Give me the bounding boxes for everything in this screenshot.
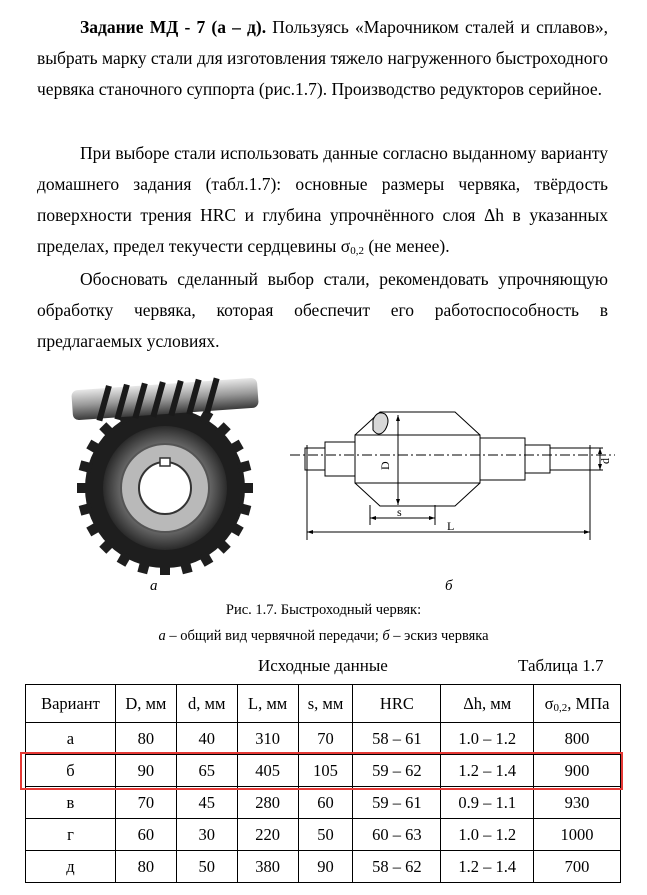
dim-label-d: d: [598, 458, 612, 464]
table-cell: д: [26, 851, 116, 883]
worm-wheel: [77, 400, 253, 575]
table-cell: б: [26, 755, 116, 787]
worm-sketch: [285, 390, 620, 550]
table-cell: 1.2 – 1.4: [441, 755, 534, 787]
table-cell: в: [26, 787, 116, 819]
header-cell: Δh, мм: [441, 685, 534, 723]
table-cell: 70: [115, 787, 176, 819]
table-cell: 80: [115, 723, 176, 755]
header-cell: s, мм: [298, 685, 353, 723]
caption-text-b: – эскиз червяка: [389, 628, 489, 644]
task-paragraph-1: [37, 12, 608, 105]
table-row: [26, 787, 621, 819]
table-cell: 105: [298, 755, 353, 787]
table-number: Таблица 1.7: [518, 656, 604, 675]
table-cell: 0.9 – 1.1: [441, 787, 534, 819]
task-label: Задание МД - 7 (а – д).: [80, 17, 267, 37]
figure-label-b: б: [445, 578, 453, 594]
table-cell: 1000: [534, 819, 621, 851]
caption-letter-b: б: [382, 628, 390, 644]
header-cell: D, мм: [115, 685, 176, 723]
table-cell: 45: [176, 787, 237, 819]
table-cell: 900: [534, 755, 621, 787]
table-cell: 220: [237, 819, 298, 851]
table-cell: 380: [237, 851, 298, 883]
table-row: [26, 723, 621, 755]
dim-label-s: s: [397, 505, 402, 519]
table-row: [26, 819, 621, 851]
task-paragraph-3: Обосновать сделанный выбор стали, рекомендовать упрочняющую обработку червяка, которая обеспечит его работоспособность в предлагаемых условиях.: [37, 269, 608, 351]
table-cell: 800: [534, 723, 621, 755]
worm-gear-photo: [70, 370, 260, 575]
table-row: [26, 851, 621, 883]
table-cell: 1.0 – 1.2: [441, 723, 534, 755]
caption-text-a: – общий вид червячной передачи;: [165, 628, 383, 644]
table-cell: 70: [298, 723, 353, 755]
table-cell: 80: [115, 851, 176, 883]
selected-variant-highlight: [20, 752, 623, 790]
task-text-1: Пользуясь «Марочником сталей и сплавов», выбрать марку стали для изготовления тяжело нагруженного быстроходного червяка станочного суппорта (рис.1.7). Производство редукторов серийное.: [37, 17, 609, 99]
table-cell: 59 – 61: [353, 787, 441, 819]
figure-caption-title: Рис. 1.7. Быстроходный червяк:: [225, 602, 422, 618]
sigma-subscript: 0,2: [350, 245, 364, 257]
figure-caption-legend: [0, 628, 647, 645]
header-cell-sigma: $\sigma_{0,2}$, МПа: [534, 685, 621, 723]
table-cell: 60 – 63: [353, 819, 441, 851]
table-cell: 280: [237, 787, 298, 819]
table-cell: 90: [298, 851, 353, 883]
table-cell: а: [26, 723, 116, 755]
table-cell: 1.0 – 1.2: [441, 819, 534, 851]
table-cell: 700: [534, 851, 621, 883]
table-cell: 50: [298, 819, 353, 851]
table-cell: 310: [237, 723, 298, 755]
table-cell: 90: [115, 755, 176, 787]
table-cell: 40: [176, 723, 237, 755]
table-cell: 405: [237, 755, 298, 787]
dim-label-D: D: [378, 461, 392, 470]
table-cell: 930: [534, 787, 621, 819]
header-cell: L, мм: [237, 685, 298, 723]
table-cell: 60: [298, 787, 353, 819]
table-cell: 30: [176, 819, 237, 851]
table-cell: 50: [176, 851, 237, 883]
task-text-2: При выборе стали использовать данные согласно выданному варианту домашнего задания (табл.1.7): основные размеры червяка, твёрдость поверхности трения HRC и глубина упрочнённого слоя Δh в указанных пределах, предел текучести сердцевины σ: [37, 143, 608, 256]
table-header-row: [26, 685, 621, 723]
table-cell: г: [26, 819, 116, 851]
figure-label-a: а: [150, 578, 158, 594]
task-text-2-tail: (не менее).: [363, 236, 450, 256]
table-cell: 58 – 62: [353, 851, 441, 883]
table-cell: 65: [176, 755, 237, 787]
table-cell: 1.2 – 1.4: [441, 851, 534, 883]
header-cell: HRC: [353, 685, 441, 723]
dim-label-L: L: [447, 519, 455, 533]
header-cell: d, мм: [176, 685, 237, 723]
header-cell: Вариант: [26, 685, 116, 723]
table-cell: 60: [115, 819, 176, 851]
table-cell: 59 – 62: [353, 755, 441, 787]
task-paragraph-2: [37, 138, 608, 267]
table-cell: 58 – 61: [353, 723, 441, 755]
caption-letter-a: а: [158, 628, 166, 644]
table-title: Исходные данные: [258, 656, 388, 675]
